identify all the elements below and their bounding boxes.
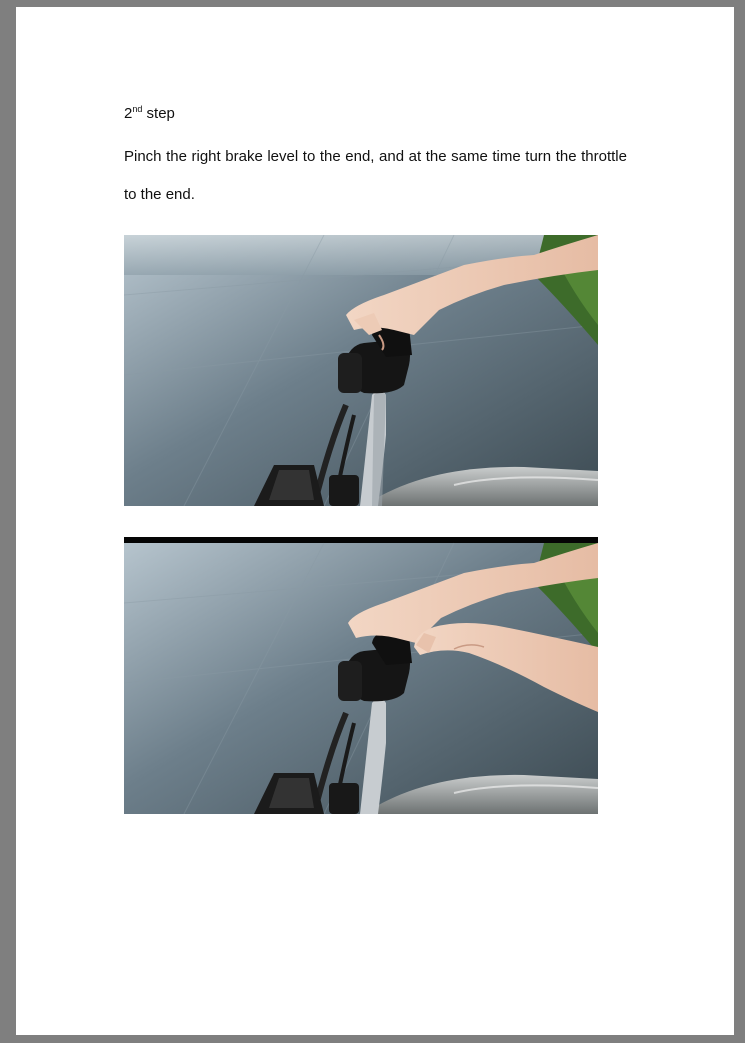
photo-illustration xyxy=(124,537,598,814)
step-word: step xyxy=(146,105,175,122)
step-number: 2 xyxy=(124,105,133,122)
step-ordinal-suffix: nd xyxy=(132,104,143,114)
instruction-text: Pinch the right brake level to the end, and at the same time turn the throttle to the end. xyxy=(124,148,627,203)
photo-illustration xyxy=(124,235,598,506)
document-page xyxy=(16,7,734,1035)
brake-and-throttle-photo xyxy=(124,537,598,814)
brake-pinched-photo xyxy=(124,235,598,506)
step-heading xyxy=(124,105,175,122)
